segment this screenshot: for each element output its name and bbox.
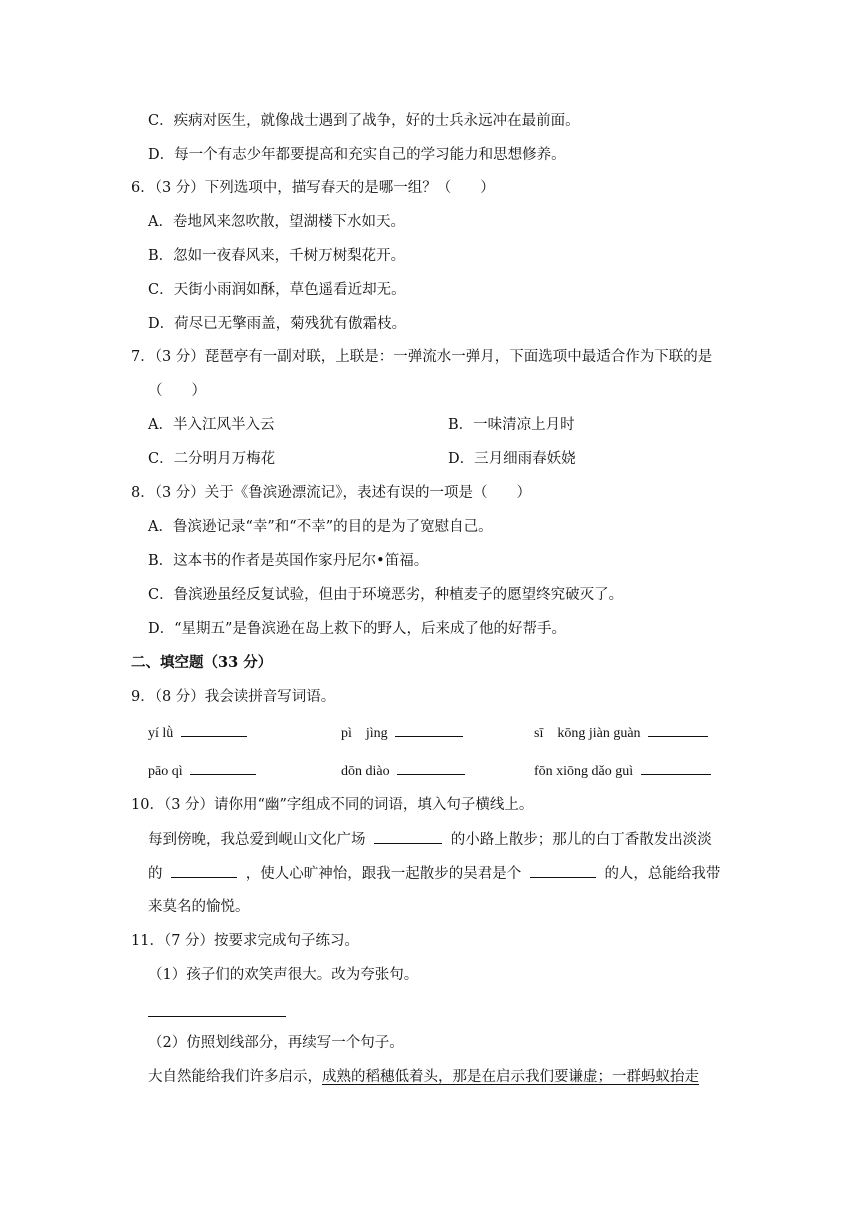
q7-option-b: B．一味清凉上月时 xyxy=(448,417,575,433)
q6-option-d: D．荷尽已无擎雨盖，菊残犹有傲霜枝。 xyxy=(148,316,407,332)
q10-text: 的人，总能给我带 xyxy=(604,866,721,882)
answer-blank[interactable] xyxy=(190,760,256,775)
pinyin-item xyxy=(534,722,712,744)
q7-option-d: D．三月细雨春妖娆 xyxy=(448,451,576,467)
pinyin-text: dōn diào xyxy=(341,764,390,779)
q11-text: 大自然能给我们许多启示， xyxy=(148,1069,322,1085)
q7-option-c: C．二分明月万梅花 xyxy=(148,451,276,467)
answer-line[interactable] xyxy=(148,1016,286,1017)
pinyin-text: fōn xiōng dǎo guì xyxy=(534,764,634,779)
q10-line-2 xyxy=(148,863,720,884)
q7-stem-continued: （ ） xyxy=(148,383,206,399)
q10-text: 每到傍晚，我总爱到岘山文化广场 xyxy=(148,832,366,848)
pinyin-item xyxy=(534,760,715,782)
q8-option-b: B．这本书的作者是英国作家丹尼尔•笛福。 xyxy=(148,553,429,569)
q10-text: ，使人心旷神怡，跟我一起散步的吴君是个 xyxy=(245,866,522,882)
q6-stem: 6．（3 分）下列选项中，描写春天的是哪一组？（ ） xyxy=(131,180,495,196)
answer-blank[interactable] xyxy=(530,863,596,878)
pinyin-text: pāo qì xyxy=(148,764,183,779)
pinyin-text: pì jìng xyxy=(341,726,388,741)
q8-option-d: D．“星期五”是鲁滨逊在岛上救下的野人，后来成了他的好帮手。 xyxy=(148,621,566,637)
q11-stem: 11．（7 分）按要求完成句子练习。 xyxy=(131,933,360,949)
answer-blank[interactable] xyxy=(648,722,708,737)
q8-stem: 8．（3 分）关于《鲁滨逊漂流记》，表述有误的一项是（ ） xyxy=(131,485,532,501)
q5-option-c: C．疾病对医生，就像战士遇到了战争，好的士兵永远冲在最前面。 xyxy=(148,113,580,129)
q6-option-c: C．天街小雨润如酥，草色遥看近却无。 xyxy=(148,282,406,298)
q10-line-1 xyxy=(148,829,712,850)
q8-option-c: C．鲁滨逊虽经反复试验，但由于环境恶劣，种植麦子的愿望终究破灭了。 xyxy=(148,587,624,603)
section-title: 二、填空题（33 分） xyxy=(131,654,273,671)
q9-stem: 9．（8 分）我会读拼音写词语。 xyxy=(131,689,336,705)
answer-blank[interactable] xyxy=(397,760,465,775)
pinyin-item xyxy=(148,722,251,744)
q5-option-d: D．每一个有志少年都要提高和充实自己的学习能力和思想修养。 xyxy=(148,147,566,163)
q6-option-b: B．忽如一夜春风来，千树万树梨花开。 xyxy=(148,248,406,264)
q7-option-a: A．半入江风半入云 xyxy=(148,417,275,433)
q11-sub-1: （1）孩子们的欢笑声很大。改为夸张句。 xyxy=(148,967,419,983)
q7-stem: 7．（3 分）琵琶亭有一副对联，上联是：一弹流水一弹月，下面选项中最适合作为下联的是 xyxy=(131,349,713,365)
answer-blank[interactable] xyxy=(641,760,711,775)
answer-blank[interactable] xyxy=(171,863,237,878)
q8-option-a: A．鲁滨逊记录“幸”和“不幸”的目的是为了宽慰自己。 xyxy=(148,519,493,535)
q6-option-a: A．卷地风来忽吹散，望湖楼下水如天。 xyxy=(148,214,405,230)
pinyin-text: sī kōng jiàn guàn xyxy=(534,726,641,741)
pinyin-item xyxy=(341,760,469,782)
answer-blank[interactable] xyxy=(374,829,442,844)
pinyin-item xyxy=(341,722,467,744)
q10-text: 的小路上散步；那儿的白丁香散发出淡淡 xyxy=(450,832,712,848)
pinyin-text: yí lǜ xyxy=(148,726,174,741)
answer-blank[interactable] xyxy=(181,722,247,737)
q10-line-3: 来莫名的愉悦。 xyxy=(148,899,250,915)
q10-stem: 10．（3 分）请你用“幽”字组成不同的词语，填入句子横线上。 xyxy=(131,797,534,813)
underlined-example: 成熟的稻穗低着头，那是在启示我们要谦虚；一群蚂蚁抬走 xyxy=(322,1069,699,1085)
answer-blank[interactable] xyxy=(395,722,463,737)
q11-sub-2: （2）仿照划线部分，再续写一个句子。 xyxy=(148,1035,404,1051)
pinyin-item xyxy=(148,760,260,782)
q10-text: 的 xyxy=(148,866,163,882)
q11-example-line xyxy=(148,1067,699,1087)
